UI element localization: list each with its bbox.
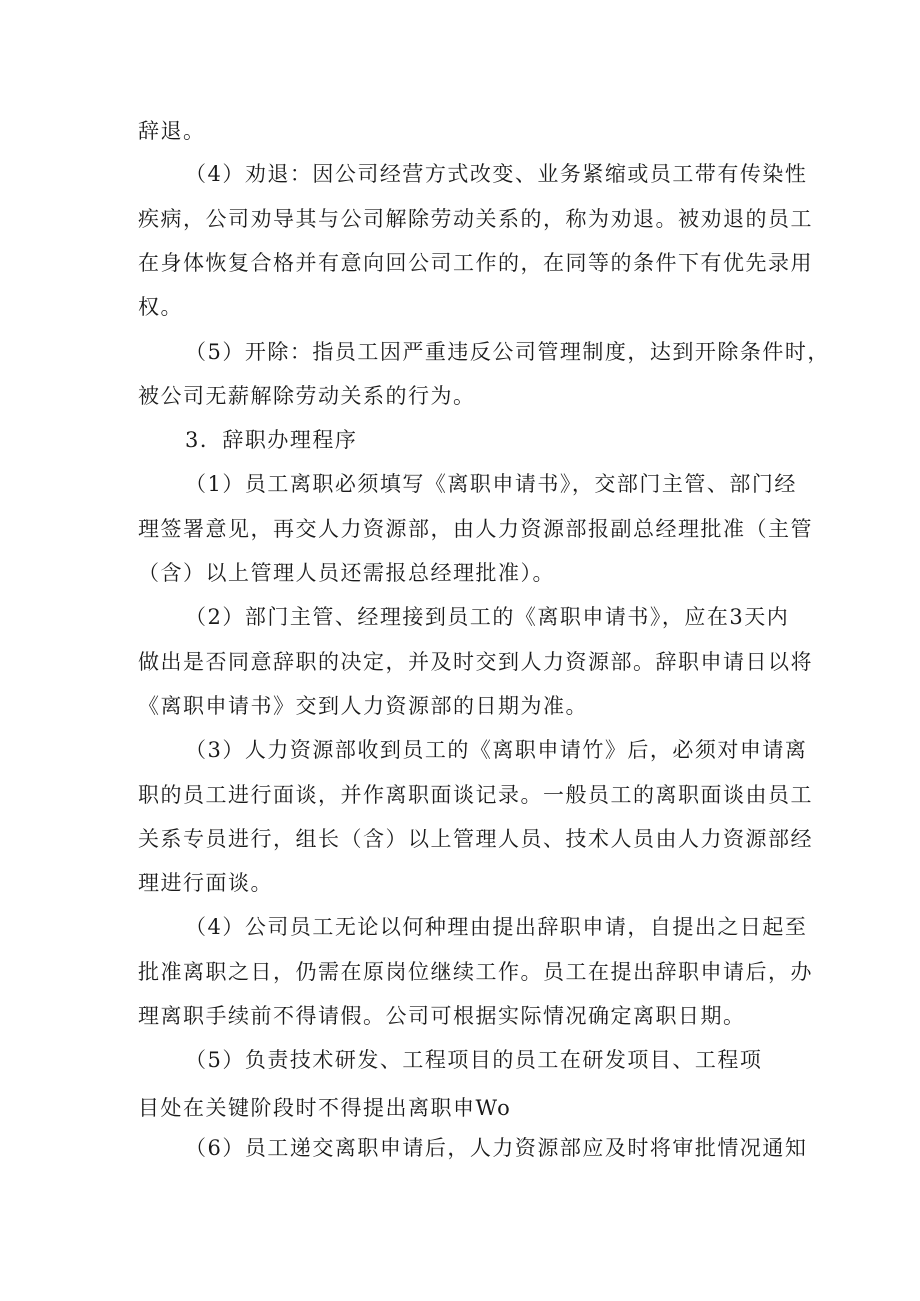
section-heading: 3．辞职办理程序 <box>185 428 358 452</box>
text-line: 理签署意见，再交人力资源部，由人力资源部报副总经理批准（主管 <box>138 517 813 541</box>
text-line: 辞退。 <box>138 119 206 143</box>
text-line: 权。 <box>138 295 183 319</box>
text-line: 理离职手续前不得请假。公司可根据实际情况确定离职日期。 <box>138 1004 746 1028</box>
text-line: 《离职申请书》交到人力资源部的日期为准。 <box>138 694 588 718</box>
text-line: 疾病，公司劝导其与公司解除劳动关系的，称为劝退。被劝退的员工 <box>138 207 813 231</box>
paragraph-1: （1）员工离职必须填写《离职申请书》，交部门主管、部门经 <box>185 472 797 496</box>
paragraph-4: （4）公司员工无论以何种理由提出辞职申请，自提出之日起至 <box>185 915 808 939</box>
paragraph-3: （3）人力资源部收到员工的《离职申请竹》后，必须对申请离 <box>185 738 808 762</box>
paragraph-6: （6）员工递交离职申请后，人力资源部应及时将审批情况通知 <box>185 1136 808 1160</box>
text-line: 批准离职之日，仍需在原岗位继续工作。员工在提出辞职申请后，办 <box>138 960 813 984</box>
text-line: 在身体恢复合格并有意向回公司工作的，在同等的条件下有优先录用 <box>138 251 813 275</box>
text-line: 职的员工进行面谈，并作离职面谈记录。一般员工的离职面谈由员工 <box>138 783 813 807</box>
paragraph-4-quit-persuasion: （4）劝退：因公司经营方式改变、业务紧缩或员工带有传染性 <box>185 162 808 186</box>
text-line: 做出是否同意辞职的决定，并及时交到人力资源部。辞职申请日以将 <box>138 650 813 674</box>
paragraph-5-dismissal: （5）开除：指员工因严重违反公司管理制度，达到开除条件时， <box>185 340 830 364</box>
text-line: 被公司无薪解除劳动关系的行为。 <box>138 384 476 408</box>
paragraph-2: （2）部门主管、经理接到员工的《离职申请书》，应在3天内 <box>185 605 790 629</box>
text-line: （含）以上管理人员还需报总经理批准）。 <box>138 561 555 585</box>
text-line: 目处在关键阶段时不得提出离职申Wo <box>138 1096 512 1120</box>
paragraph-5: （5）负责技术研发、工程项目的员工在研发项目、工程项 <box>185 1048 763 1072</box>
text-line: 理进行面谈。 <box>138 871 273 895</box>
text-line: 关系专员进行，组长（含）以上管理人员、技术人员由人力资源部经 <box>138 827 813 851</box>
